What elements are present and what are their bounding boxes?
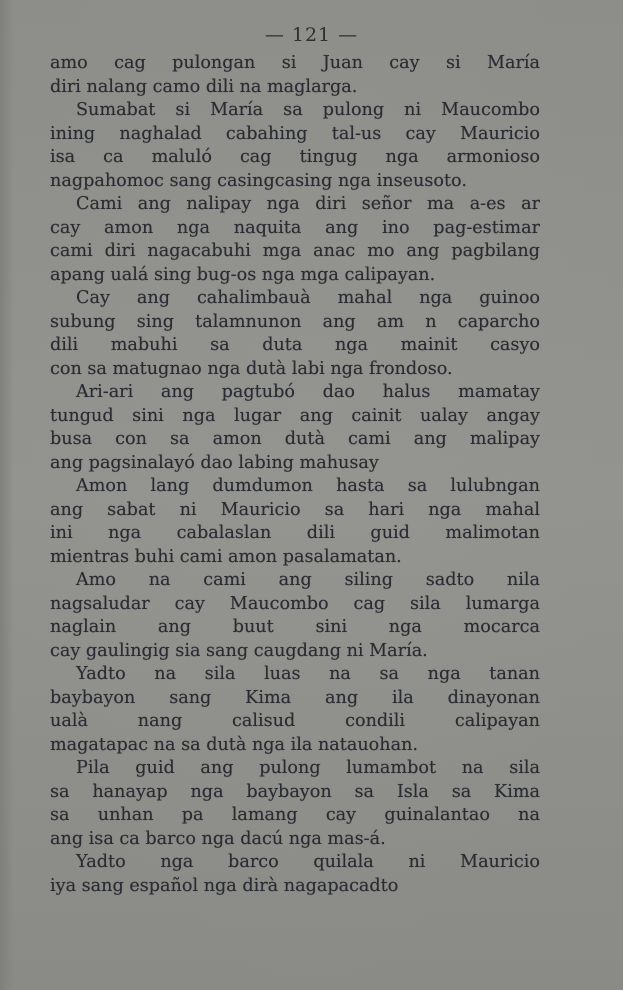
text-line: cami diri nagacabuhi mga anac mo ang pagbilang [50,241,540,261]
text-line: busa con sa amon dutà cami ang malipay [50,429,540,449]
text-line: mientras buhi cami amon pasalamatan. [50,546,402,567]
text-line: con sa matugnao nga dutà labi nga frondoso. [50,358,453,379]
text-line: nagsaludar cay Maucombo cag sila lumarga [50,593,540,614]
page-number: — 121 — [264,24,359,46]
text-line: ualà nang calisud condili calipayan [50,711,540,731]
poem-text [50,52,540,898]
text-line: magatapac na sa dutà nga ila natauohan. [50,734,419,755]
text-line: Cami ang nalipay nga diri señor ma a-es ar [76,194,540,214]
page-edge-shadow [0,0,14,990]
text-line: Amo na cami ang siling sadto nila [76,570,540,590]
text-line: dili mabuhi sa duta nga mainit casyo [50,335,540,355]
text-line: nagpahomoc sang casingcasing nga inseusoto. [50,170,467,191]
text-line: isa ca maluló cag tingug nga armonioso [50,147,540,167]
text-line: subung sing talamnunon ang am n caparcho [50,311,540,332]
text-line: sa unhan pa lamang cay guinalantao na [50,805,540,825]
text-line: Ari-ari ang pagtubó dao halus mamatay [76,382,540,402]
text-line: baybayon sang Kima ang ila dinayonan [50,687,540,708]
text-line: ang isa ca barco nga dacú nga mas-á. [50,828,386,849]
text-line: cay gaulingig sia sang caugdang ni María. [50,640,428,661]
text-line: naglain ang buut sini nga mocarca [50,617,540,637]
text-line: ining naghalad cabahing tal-us cay Mauricio [50,123,540,144]
text-line: Sumabat si María sa pulong ni Maucombo [76,100,540,120]
text-line: Yadto nga barco quilala ni Mauricio [76,852,540,872]
text-line: cay amon nga naquita ang ino pag-estimar [50,217,540,238]
text-line: ini nga cabalaslan dili guid malimotan [50,523,540,543]
text-line: Pila guid ang pulong lumambot na sila [76,758,540,778]
text-line: diri nalang camo dili na maglarga. [50,76,358,97]
text-line: iya sang español nga dirà nagapacadto [50,875,399,896]
text-line: ang pagsinalayó dao labing mahusay [50,452,379,473]
text-line: Amon lang dumdumon hasta sa lulubngan [76,476,540,496]
text-line: amo cag pulongan si Juan cay si María [50,53,540,73]
text-line: tungud sini nga lugar ang cainit ualay angay [50,405,540,426]
text-line: apang ualá sing bug-os nga mga calipayan. [50,264,436,285]
text-line: Yadto na sila luas na sa nga tanan [76,664,540,684]
text-line: Cay ang cahalimbauà mahal nga guinoo [76,288,540,308]
text-line: ang sabat ni Mauricio sa hari nga mahal [50,499,540,520]
text-line: sa hanayap nga baybayon sa Isla sa Kima [50,781,540,802]
